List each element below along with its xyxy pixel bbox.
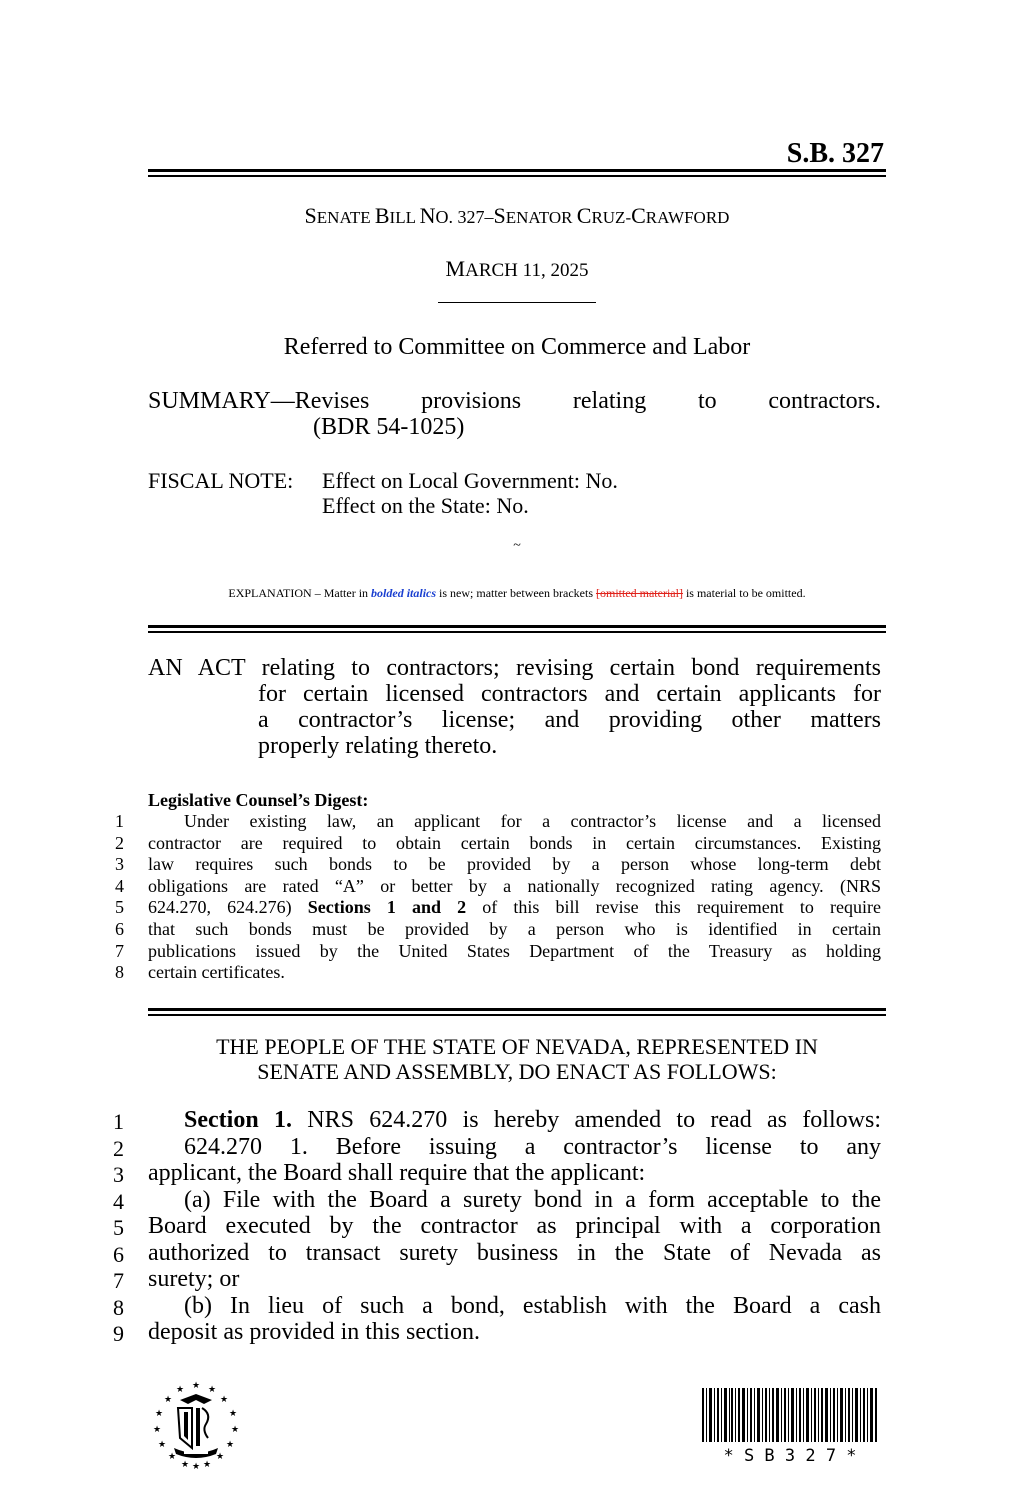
explanation-rule (148, 625, 886, 633)
digest-line-number: 7 (115, 940, 124, 961)
svg-text:★: ★ (230, 1425, 240, 1435)
digest-line: certain certificates. (148, 962, 285, 983)
title-divider (438, 302, 596, 303)
svg-text:★: ★ (207, 1385, 217, 1395)
body-line: surety; or (148, 1266, 240, 1292)
body-line-number: 7 (113, 1268, 124, 1293)
act-line-1: AN ACT relating to contractors; revising certain bond requirements (148, 655, 881, 681)
svg-text:★: ★ (202, 1460, 212, 1470)
svg-text:★: ★ (157, 1440, 167, 1450)
bill-date: MARCH 11, 2025 (445, 256, 589, 281)
committee-referral: Referred to Committee on Commerce and Labor (283, 334, 751, 360)
section-mark: ~ (513, 538, 521, 553)
header-rule (148, 169, 886, 177)
sections-reference: Sections 1 and 2 (307, 897, 467, 918)
digest-line: law requires such bonds to be provided by a person whose long-term debt (148, 854, 881, 875)
enacting-clause-2: SENATE AND ASSEMBLY, DO ENACT AS FOLLOWS: (257, 1059, 777, 1084)
digest-line-number: 6 (115, 919, 124, 939)
body-line-number: 1 (113, 1109, 124, 1134)
enacting-clause-1: THE PEOPLE OF THE STATE OF NEVADA, REPRESENTED IN (216, 1034, 818, 1059)
digest-line-number: 1 (115, 811, 124, 831)
summary-line1: SUMMARY—Revises provisions relating to contractors. (148, 388, 881, 414)
svg-text:★: ★ (180, 1460, 190, 1470)
svg-text:★: ★ (191, 1462, 201, 1470)
body-line: deposit as provided in this section. (148, 1319, 480, 1345)
svg-text:★: ★ (215, 1452, 225, 1462)
digest-heading: Legislative Counsel’s Digest: (148, 790, 369, 810)
digest-line-number: 3 (115, 854, 124, 875)
digest-line-number: 4 (115, 875, 124, 896)
fiscal-note-local: Effect on Local Government: No. (322, 468, 618, 493)
barcode-text: * S B 3 2 7 * (723, 1446, 857, 1466)
body-line: Section 1. NRS 624.270 is hereby amended to read as follows: (184, 1107, 881, 1133)
svg-text:★: ★ (154, 1409, 164, 1419)
body-line-number: 8 (113, 1295, 124, 1320)
body-line-number: 4 (113, 1189, 124, 1214)
bill-number: S.B. 327 (786, 138, 884, 169)
svg-text:★: ★ (163, 1395, 173, 1405)
digest-line: 624.270, 624.276) Sections 1 and 2 of this bill revise this requirement to require (148, 897, 881, 918)
svg-text:★: ★ (175, 1385, 185, 1395)
svg-text:★: ★ (228, 1409, 238, 1419)
fiscal-note-label: FISCAL NOTE: (148, 468, 294, 493)
act-line-2: for certain licensed contractors and certain applicants for (258, 681, 881, 707)
body-line: (a) File with the Board a surety bond in a form acceptable to the (184, 1187, 881, 1213)
bill-title: SENATE BILL NO. 327–SENATOR CRUZ-CRAWFORD (304, 203, 730, 228)
digest-line: obligations are rated “A” or better by a nationally recognized rating agency. (NRS (148, 875, 881, 896)
svg-text:★: ★ (152, 1425, 162, 1435)
digest-line: contractor are required to obtain certain bonds in certain circumstances. Existing (148, 832, 881, 853)
digest-line: Under existing law, an applicant for a contractor’s license and a licensed (184, 811, 881, 831)
body-line-number: 2 (113, 1136, 124, 1161)
svg-text:★: ★ (167, 1452, 177, 1462)
section-heading: Section 1. (184, 1107, 292, 1133)
digest-line-number: 8 (115, 962, 124, 983)
digest-line: publications issued by the United States Department of the Treasury as holding (148, 940, 881, 961)
body-line: Board executed by the contractor as principal with a corporation (148, 1213, 881, 1239)
digest-line: that such bonds must be provided by a person who is identified in certain (148, 919, 881, 939)
svg-text:★: ★ (225, 1440, 235, 1450)
nevada-seal-icon (150, 1378, 242, 1470)
svg-text:★: ★ (219, 1395, 229, 1405)
body-line: 624.270 1. Before issuing a contractor’s license to any (184, 1134, 881, 1160)
body-line-number: 9 (113, 1321, 124, 1346)
explanation: EXPLANATION – Matter in bolded italics is new; matter between brackets [omitted material] is material to be omitted. (228, 586, 806, 600)
body-line: authorized to transact surety business in the State of Nevada as (148, 1240, 881, 1266)
fiscal-note-state: Effect on the State: No. (322, 493, 529, 518)
body-line: applicant, the Board shall require that the applicant: (148, 1160, 646, 1186)
digest-line-number: 2 (115, 832, 124, 853)
act-line-3: a contractor’s license; and providing other matters (258, 707, 881, 733)
body-line-number: 5 (113, 1215, 124, 1240)
barcode-icon (702, 1388, 878, 1442)
act-line-4: properly relating thereto. (258, 733, 498, 759)
svg-text:★: ★ (191, 1381, 201, 1391)
digest-line-number: 5 (115, 897, 124, 918)
summary-bdr: (BDR 54-1025) (313, 414, 465, 440)
body-line-number: 3 (113, 1162, 124, 1187)
digest-rule (148, 1008, 886, 1016)
body-line-number: 6 (113, 1242, 124, 1267)
body-line: (b) In lieu of such a bond, establish with the Board a cash (184, 1293, 881, 1319)
